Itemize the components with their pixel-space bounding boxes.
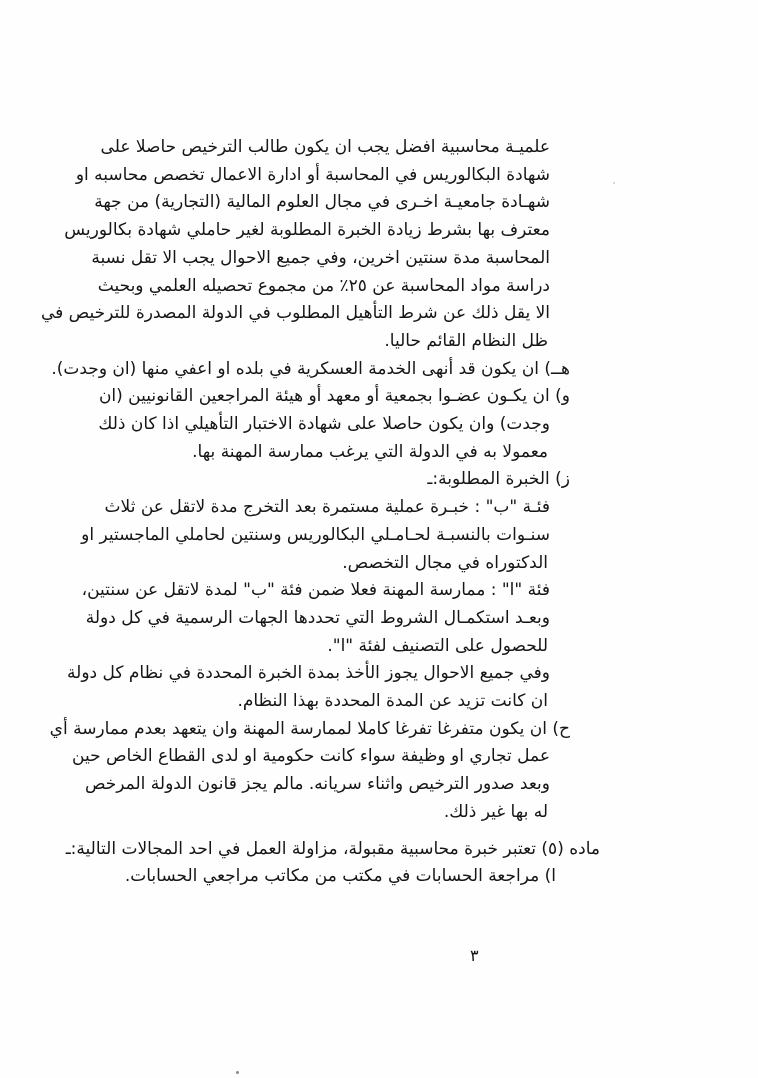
text-line: ظل النظام القائم حاليا. [384,330,548,351]
text-line: معترف بها بشرط زيادة الخبرة المطلوبة لغير حاملي شهادة بكالوريس [64,220,550,241]
text-line: شهـادة جامعيـة اخـرى في مجال العلوم المالية (التجارية) من جهة [94,192,550,213]
text-line: للحصول على التصنيف لفئة "ا". [327,635,548,656]
text-line: دراسة مواد المحاسبة عن ٢٥٪ من مجموع تحصيله العلمي وبحيث [97,275,550,296]
text-line: و) ان يكـون عضـوا بجمعية أو معهد أو هيئة المراجعين القانونيين (ان [98,386,570,407]
text-line: هــ) ان يكون قد أنهى الخدمة العسكرية في بلده او اعفي منها (ان وجدت). [51,358,570,379]
text-block [40,134,600,891]
text-line: الا يقل ذلك عن شرط التأهيل المطلوب في الدولة المصدرة للترخيص في [40,303,550,324]
text-line: وفي جميع الاحوال يجوز الأخذ بمدة الخبرة المحددة في نظام كل دولة [67,663,550,684]
text-line: وبعد صدور الترخيص واثناء سريانه. مالم يجز قانون الدولة المرخص [84,774,550,795]
text-line: معمولا به في الدولة التي يرغب ممارسة المهنة بها. [192,441,548,462]
scan-speck [613,182,615,184]
text-line: شهادة البكالوريس في المحاسبة أو ادارة الاعمال تخصص محاسبه او [75,164,550,185]
text-line: له بها غير ذلك. [443,801,548,822]
text-line: عمل تجاري او وظيفة سواء كانت حكومية او لدى القطاع الخاص حين [72,746,550,767]
text-line: فئـة "ب" : خبـرة عملية مستمرة بعد التخرج مدة لاتقل عن ثلاث [104,497,550,518]
text-line: وبعـد استكمـال الشروط التي تحددها الجهات الرسمية في كل دولة [85,607,550,628]
page-number: ٣ [470,946,479,965]
text-line: ماده (٥) تعتبر خبرة محاسبية مقبولة، مزاولة العمل في احد المجالات التالية:ـ [65,838,600,859]
text-line: وجدت) وان يكون حاصلا على شهادة الاختبار التأهيلي اذا كان ذلك [98,414,550,435]
text-line: سنـوات بالنسبـة لحـامـلي البكالوريس وسنتين لحاملي الماجستير او [81,524,550,545]
text-line: ز) الخبرة المطلوبة:ـ [427,469,570,490]
text-line: ان كانت تزيد عن المدة المحددة بهذا النظام. [237,691,548,712]
text-line: ا) مراجعة الحسابات في مكتب من مكاتب مراجعي الحسابات. [124,866,556,887]
text-line: ح) ان يكون متفرغا تفرغا كاملا لممارسة المهنة وان يتعهد بعدم ممارسة أي [49,718,570,739]
text-line: المحاسبة مدة سنتين اخرين، وفي جميع الاحوال يجب الا تقل نسبة [91,247,550,268]
text-line: فئة "ا" : ممارسة المهنة فعلا ضمن فئة "ب" لمدة لاتقل عن سنتين، [81,580,550,601]
text-line: الدكتوراه في مجال التخصص. [342,552,548,573]
text-line: علميـة محاسبية افضل يجب ان يكون طالب الترخيص حاصلا على [100,137,550,157]
scan-speck [236,1071,239,1074]
